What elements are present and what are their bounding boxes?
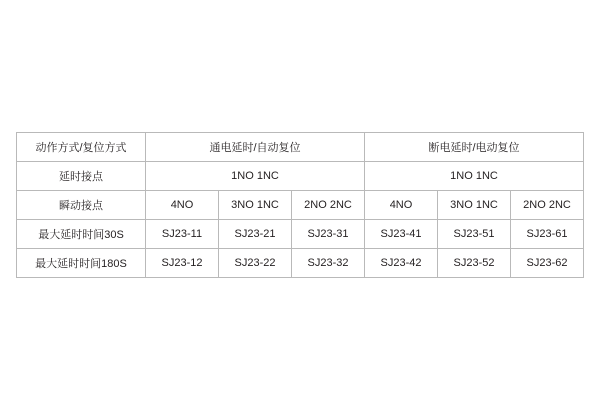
row-header-cell: 延时接点 [17, 162, 146, 191]
row-header-cell: 最大延时时间30S [17, 220, 146, 249]
row-header-cell: 瞬动接点 [17, 191, 146, 220]
table-cell: SJ23-42 [365, 249, 438, 278]
row-delay-contact [17, 162, 584, 191]
row-header-cell: 动作方式/复位方式 [17, 133, 146, 162]
table-cell: 断电延时/电动复位 [365, 133, 584, 162]
table-cell: 2NO 2NC [511, 191, 584, 220]
row-max-delay-30s [17, 220, 584, 249]
row-instant-contact [17, 191, 584, 220]
table-cell: SJ23-21 [219, 220, 292, 249]
table-cell: SJ23-41 [365, 220, 438, 249]
row-max-delay-180s [17, 249, 584, 278]
table-cell: SJ23-11 [146, 220, 219, 249]
table-cell: 4NO [146, 191, 219, 220]
table-cell: 3NO 1NC [438, 191, 511, 220]
table-cell: 4NO [365, 191, 438, 220]
table-cell: 通电延时/自动复位 [146, 133, 365, 162]
table-cell: SJ23-51 [438, 220, 511, 249]
table-cell: SJ23-12 [146, 249, 219, 278]
table-cell: 3NO 1NC [219, 191, 292, 220]
row-header-cell: 最大延时时间180S [17, 249, 146, 278]
relay-model-table [16, 132, 584, 278]
table-cell: SJ23-62 [511, 249, 584, 278]
header-row-mode [17, 133, 584, 162]
table-cell: 1NO 1NC [365, 162, 584, 191]
table-cell: SJ23-22 [219, 249, 292, 278]
spec-table-container [16, 132, 584, 278]
table-cell: SJ23-52 [438, 249, 511, 278]
table-cell: SJ23-32 [292, 249, 365, 278]
table-body [17, 133, 584, 278]
table-cell: 2NO 2NC [292, 191, 365, 220]
table-cell: SJ23-31 [292, 220, 365, 249]
table-cell: SJ23-61 [511, 220, 584, 249]
table-cell: 1NO 1NC [146, 162, 365, 191]
